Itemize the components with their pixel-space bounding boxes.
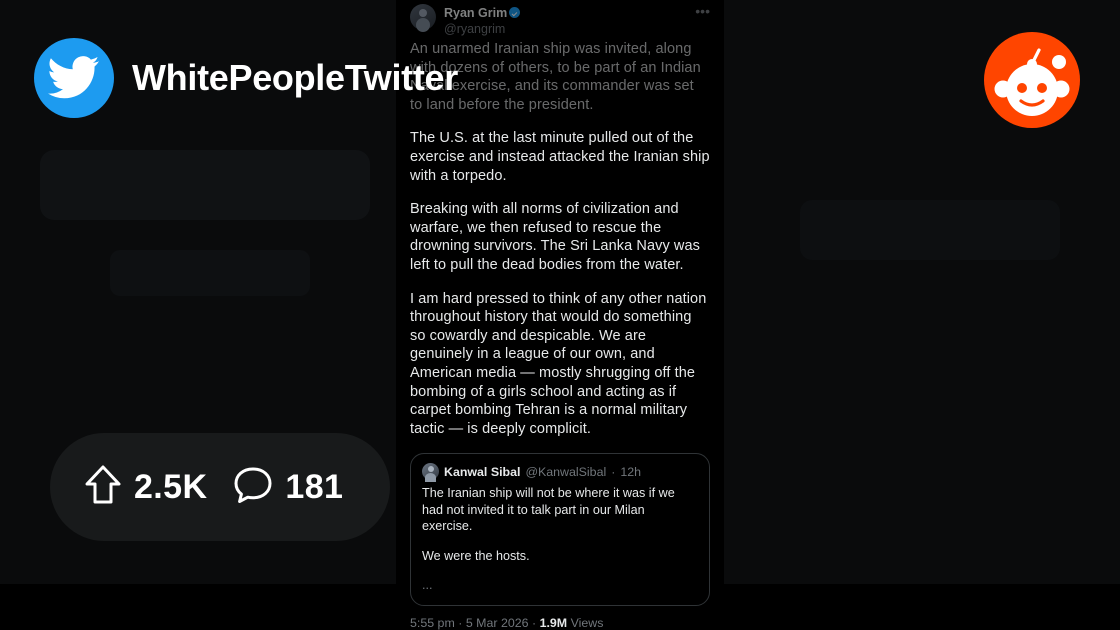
meta-separator: ·	[458, 616, 463, 630]
quoted-timestamp: 12h	[620, 464, 642, 479]
meta-separator: ·	[531, 616, 537, 630]
views-label: Views	[570, 616, 604, 630]
quoted-paragraph: We were the hosts.	[422, 548, 530, 563]
twitter-bird-icon	[34, 38, 114, 118]
tweet-date: 5 Mar 2026	[465, 616, 529, 630]
background-blur-block	[110, 250, 310, 296]
quoted-tweet[interactable]	[410, 453, 710, 606]
more-options-icon[interactable]: •••	[695, 3, 710, 19]
reddit-snoo-icon	[984, 32, 1080, 128]
upvote-arrow-icon[interactable]	[84, 464, 122, 511]
quoted-paragraph: The Iranian ship will not be where it was if we had not invited it to talk part in our Milan exercise.	[422, 486, 675, 534]
tweet-meta	[410, 616, 710, 630]
comment-bubble-icon[interactable]	[233, 466, 273, 509]
user-avatar[interactable]	[410, 4, 436, 30]
subreddit-title: WhitePeopleTwitter	[132, 57, 458, 98]
tweet-author[interactable]	[444, 4, 520, 37]
quoted-ellipsis: ...	[422, 577, 433, 592]
tweet-time: 5:55 pm	[410, 616, 455, 630]
quoted-author-handle: @KanwalSibal	[525, 464, 607, 479]
user-avatar	[422, 463, 439, 480]
author-display-name: Ryan Grim	[444, 6, 508, 20]
tweet-paragraph: I am hard pressed to think of any other nation throughout history that would do something so cowardly and despicable. We are genuinely in a league of our own, and American media — mostly shrugging off the bombing of a girls school and acting as if carpet bombing Tehran is a normal military tactic — is deeply complicit.	[410, 290, 707, 437]
background-blur-block	[800, 200, 1060, 260]
quoted-tweet-header	[422, 463, 698, 480]
views-count: 1.9M	[539, 616, 568, 630]
background-blur-block	[40, 150, 370, 220]
upvote-stat[interactable]	[84, 464, 207, 511]
comment-stat[interactable]	[233, 466, 343, 509]
quoted-author-name: Kanwal Sibal	[444, 464, 521, 479]
subreddit-banner	[34, 38, 458, 118]
author-handle: @ryangrim	[444, 22, 506, 37]
tweet-paragraph: An unarmed Iranian ship was invited, along with dozens of others, to be part of an Indian Naval exercise, and its commander was set to land before the president.	[410, 41, 701, 113]
comment-count: 181	[285, 467, 344, 506]
quoted-separator: ·	[611, 464, 616, 479]
tweet-paragraph: Breaking with all norms of civilization and warfare, we then refused to rescue the drowning survivors. The Sri Lanka Navy was left to pull the dead bodies from the water.	[410, 201, 701, 273]
tweet-paragraph: The U.S. at the last minute pulled out of the exercise and instead attacked the Iranian ship with a torpedo.	[410, 130, 710, 184]
verified-badge-icon	[509, 7, 520, 18]
tweet-header	[410, 0, 710, 37]
post-stats-bar	[50, 433, 390, 541]
upvote-count: 2.5K	[134, 467, 208, 506]
quoted-tweet-text	[422, 485, 698, 593]
